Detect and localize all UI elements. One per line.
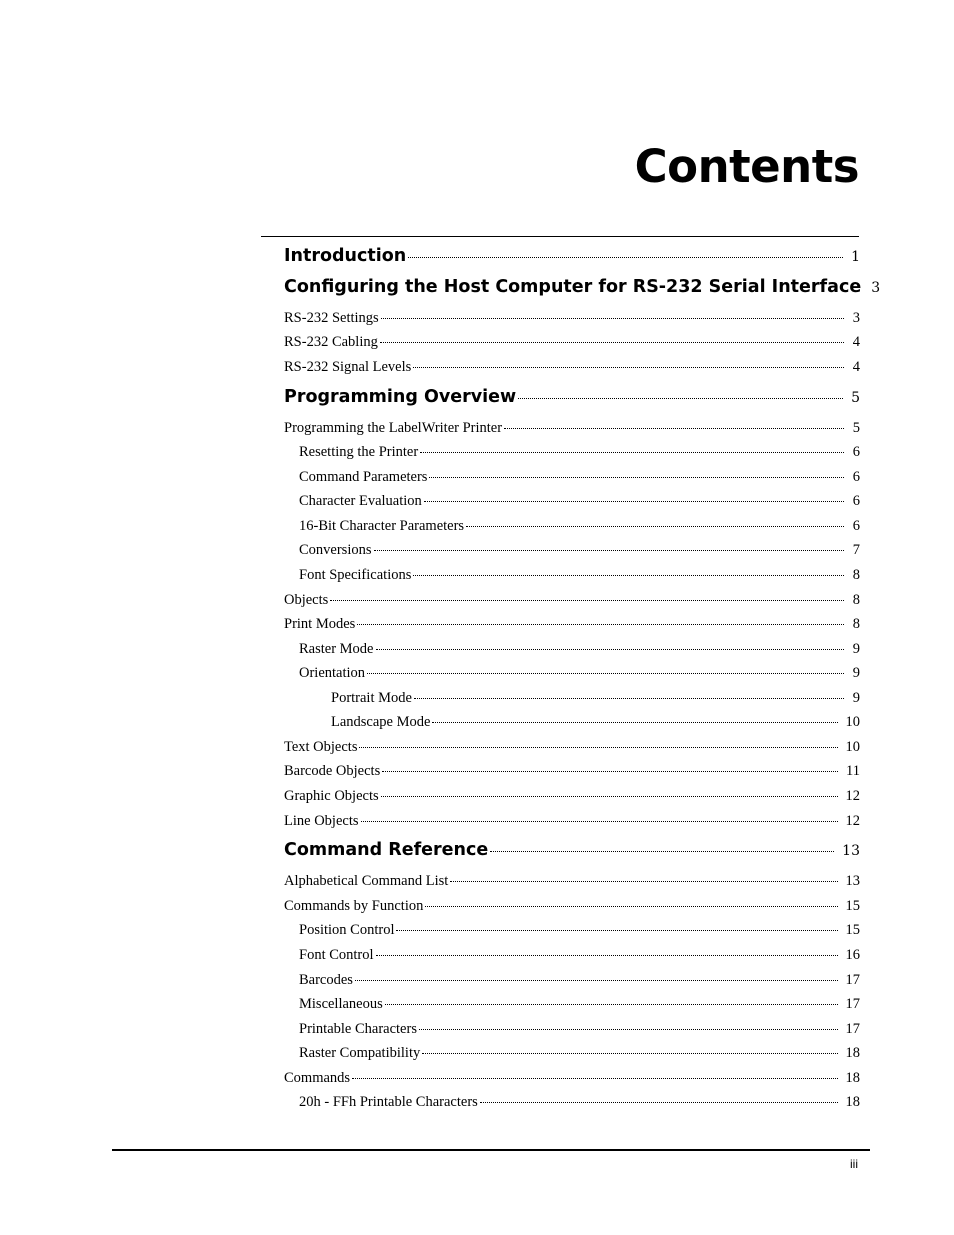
toc-entry-label: Printable Characters: [299, 1021, 417, 1037]
toc-entry[interactable]: [284, 763, 860, 780]
toc-entry-page: 18: [845, 1070, 860, 1086]
toc-entry-label: Objects: [284, 592, 329, 608]
toc-entry[interactable]: [284, 813, 860, 830]
dot-leader: [376, 649, 845, 650]
toc-entry[interactable]: [284, 898, 860, 915]
dot-leader: [376, 955, 838, 956]
dot-leader: [413, 367, 844, 368]
dot-leader: [425, 906, 837, 907]
toc-entry-page: 13: [842, 843, 860, 859]
dot-leader: [422, 1053, 837, 1054]
toc-entry[interactable]: [284, 387, 860, 407]
toc-entry-label: Conversions: [299, 542, 372, 558]
toc-entry[interactable]: [284, 277, 881, 297]
dot-leader: [355, 980, 838, 981]
toc-entry-page: 18: [845, 1045, 860, 1061]
dot-leader: [413, 575, 844, 576]
toc-entry-label: Commands by Function: [284, 898, 424, 914]
toc-entry[interactable]: [284, 873, 860, 890]
dot-leader: [385, 1004, 838, 1005]
toc-entry-label: Raster Compatibility: [299, 1045, 421, 1061]
toc-entry[interactable]: [284, 616, 860, 633]
toc-entry-page: 5: [852, 420, 860, 436]
page-number: iii: [850, 1157, 858, 1171]
toc-entry-page: 7: [852, 542, 860, 558]
toc-entry-page: 1: [851, 249, 860, 265]
toc-entry[interactable]: [331, 690, 860, 707]
toc-entry-page: 12: [845, 813, 860, 829]
dot-leader: [396, 930, 837, 931]
toc-entry[interactable]: [299, 665, 860, 682]
toc-entry[interactable]: [299, 1094, 860, 1111]
dot-leader: [518, 398, 843, 399]
toc-entry[interactable]: [299, 1021, 860, 1038]
footer-rule: [112, 1149, 870, 1151]
toc-entry-label: Font Control: [299, 947, 374, 963]
toc-entry-label: RS-232 Settings: [284, 310, 379, 326]
dot-leader: [357, 624, 844, 625]
toc-entry[interactable]: [284, 310, 860, 327]
page-title: Contents: [634, 140, 859, 193]
toc-entry-label: Barcode Objects: [284, 763, 381, 779]
toc-entry-page: 11: [846, 763, 860, 779]
toc-entry-label: Text Objects: [284, 739, 358, 755]
toc-entry-label: 20h - FFh Printable Characters: [299, 1094, 478, 1110]
dot-leader: [490, 851, 834, 852]
toc-entry-page: 12: [845, 788, 860, 804]
toc-entry[interactable]: [299, 542, 860, 559]
toc-entry-page: 10: [845, 714, 860, 730]
toc-entry-label: Programming Overview: [284, 387, 517, 407]
dot-leader: [330, 600, 844, 601]
toc-entry-page: 9: [852, 665, 860, 681]
dot-leader: [450, 881, 837, 882]
toc-entry-label: Programming the LabelWriter Printer: [284, 420, 503, 436]
toc-entry-page: 8: [852, 592, 860, 608]
toc-entry-label: Graphic Objects: [284, 788, 379, 804]
toc-entry[interactable]: [299, 947, 860, 964]
toc-entry[interactable]: [284, 246, 860, 266]
dot-leader: [361, 821, 838, 822]
toc-entry-label: Introduction: [284, 246, 407, 266]
toc-entry-page: 16: [845, 947, 860, 963]
toc-entry-page: 6: [852, 469, 860, 485]
toc-entry-label: 16-Bit Character Parameters: [299, 518, 465, 534]
toc-entry[interactable]: [284, 420, 860, 437]
toc-entry-label: Print Modes: [284, 616, 356, 632]
toc-entry[interactable]: [299, 567, 860, 584]
toc-entry-label: Line Objects: [284, 813, 359, 829]
toc-entry-page: 5: [851, 390, 860, 406]
dot-leader: [367, 673, 844, 674]
toc-entry-label: Portrait Mode: [331, 690, 412, 706]
toc-entry-label: Resetting the Printer: [299, 444, 419, 460]
toc-entry[interactable]: [284, 840, 860, 860]
toc-entry-label: Command Reference: [284, 840, 489, 860]
title-rule: [261, 236, 859, 237]
dot-leader: [424, 501, 844, 502]
toc-entry[interactable]: [299, 1045, 860, 1062]
dot-leader: [466, 526, 844, 527]
toc-entry-label: Landscape Mode: [331, 714, 431, 730]
toc-entry[interactable]: [299, 922, 860, 939]
dot-leader: [480, 1102, 838, 1103]
toc-entry-page: 18: [845, 1094, 860, 1110]
toc-entry-page: 3: [871, 280, 881, 296]
toc-entry-page: 8: [852, 567, 860, 583]
dot-leader: [381, 318, 844, 319]
toc-entry-label: Commands: [284, 1070, 351, 1086]
dot-leader: [432, 722, 837, 723]
toc-entry[interactable]: [284, 788, 860, 805]
toc-entry-page: 4: [852, 334, 860, 350]
toc-entry-page: 17: [845, 972, 860, 988]
toc-entry-page: 9: [852, 690, 860, 706]
toc-entry[interactable]: [299, 996, 860, 1013]
toc-entry-page: 4: [852, 359, 860, 375]
toc-entry-label: Alphabetical Command List: [284, 873, 449, 889]
dot-leader: [408, 257, 843, 258]
toc-entry[interactable]: [299, 444, 860, 461]
toc-entry-label: Raster Mode: [299, 641, 374, 657]
toc-entry[interactable]: [299, 469, 860, 486]
toc-entry-page: 13: [845, 873, 860, 889]
toc-entry[interactable]: [299, 641, 860, 658]
toc-entry-label: Miscellaneous: [299, 996, 383, 1012]
toc-entry-page: 8: [852, 616, 860, 632]
toc-entry-label: Command Parameters: [299, 469, 428, 485]
dot-leader: [414, 698, 844, 699]
toc-entry-page: 6: [852, 444, 860, 460]
dot-leader: [359, 747, 837, 748]
toc-entry-label: RS-232 Signal Levels: [284, 359, 412, 375]
dot-leader: [420, 452, 844, 453]
toc-entry-label: Configuring the Host Computer for RS-232 Serial Interface: [284, 277, 862, 297]
toc-entry[interactable]: [284, 592, 860, 609]
toc-entry-page: 10: [845, 739, 860, 755]
toc-entry-label: Position Control: [299, 922, 395, 938]
toc-entry-label: Barcodes: [299, 972, 353, 988]
toc-entry-page: 6: [852, 518, 860, 534]
dot-leader: [429, 477, 844, 478]
dot-leader: [352, 1078, 837, 1079]
toc-entry-page: 17: [845, 996, 860, 1012]
toc-entry[interactable]: [284, 1070, 860, 1087]
toc-entry[interactable]: [284, 739, 860, 756]
toc-entry-page: 6: [852, 493, 860, 509]
toc-entry[interactable]: [284, 334, 860, 351]
toc-entry[interactable]: [299, 493, 860, 510]
toc-entry-page: 15: [845, 922, 860, 938]
dot-leader: [374, 550, 845, 551]
toc-entry-label: RS-232 Cabling: [284, 334, 378, 350]
toc-entry-page: 9: [852, 641, 860, 657]
toc-entry[interactable]: [299, 972, 860, 989]
toc-entry[interactable]: [331, 714, 860, 731]
dot-leader: [382, 771, 838, 772]
toc-entry-page: 3: [852, 310, 860, 326]
toc-entry-label: Font Specifications: [299, 567, 412, 583]
toc-entry-label: Orientation: [299, 665, 366, 681]
dot-leader: [381, 796, 838, 797]
toc-entry[interactable]: [284, 359, 860, 376]
toc-entry-label: Character Evaluation: [299, 493, 422, 509]
dot-leader: [380, 342, 844, 343]
dot-leader: [419, 1029, 838, 1030]
toc-entry[interactable]: [299, 518, 860, 535]
dot-leader: [504, 428, 844, 429]
toc-entry-page: 15: [845, 898, 860, 914]
toc-entry-page: 17: [845, 1021, 860, 1037]
